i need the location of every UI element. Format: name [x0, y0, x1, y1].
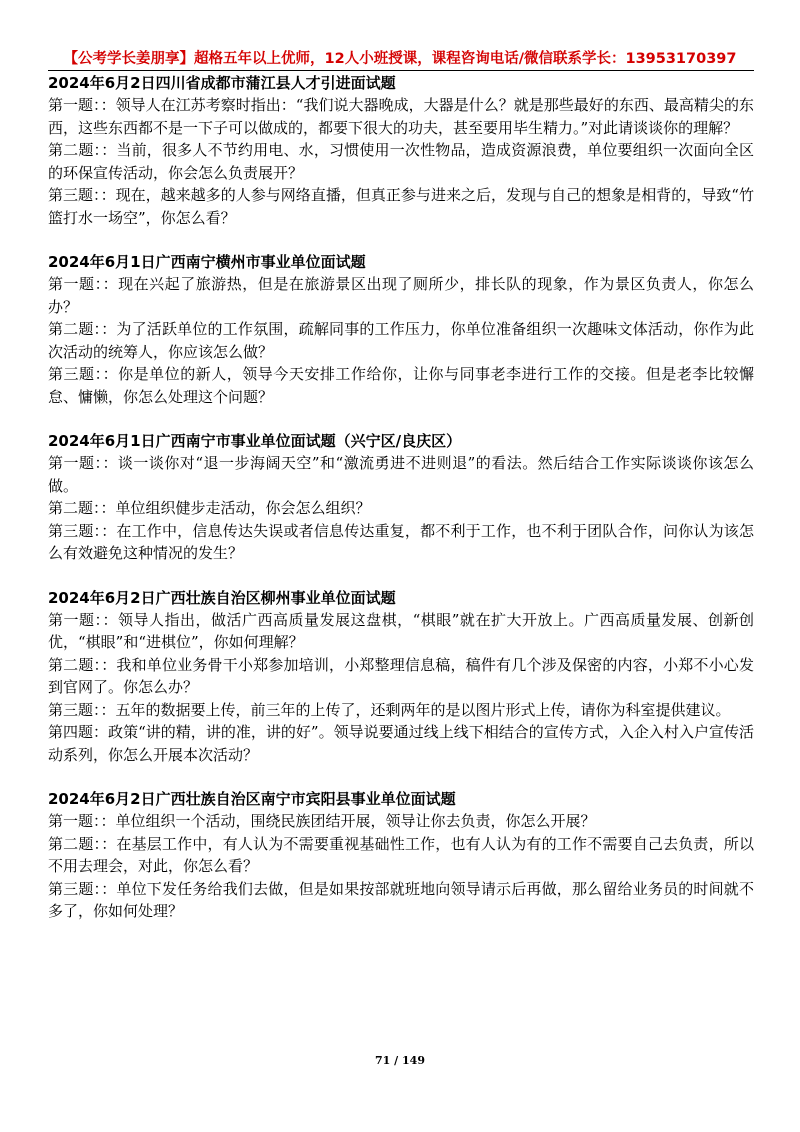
page-separator: / — [394, 1054, 399, 1067]
exam-section — [48, 587, 754, 767]
exam-section — [48, 430, 754, 565]
section-title: 2024年6月1日广西南宁市事业单位面试题（兴宁区/良庆区） — [48, 432, 462, 450]
question-item: 第二题：：单位组织健步走活动，你会怎么组织？ — [48, 499, 371, 517]
question-item: 第四题：政策“讲的精，讲的准，讲的好”。领导说要通过线上线下相结合的宣传方式，入企入村入户宣传活动系列，你怎么开展本次活动？ — [48, 723, 754, 764]
question-item: 第三题：：单位下发任务给我们去做，但是如果按部就班地向领导请示后再做，那么留给业务员的时间就不多了，你如何处理？ — [48, 879, 754, 920]
page-footer — [0, 1054, 800, 1067]
exam-section — [48, 251, 754, 408]
exam-section — [48, 72, 754, 229]
exam-section — [48, 788, 754, 923]
question-item: 第二题：：当前，很多人不节约用电、水，习惯使用一次性物品，造成资源浪费，单位要组织一次面向全区的环保宣传活动，你会怎么负责展开？ — [48, 141, 754, 182]
question-item: 第一题：：谈一谈你对“退一步海阔天空”和“激流勇进不进则退”的看法。然后结合工作实际谈谈你该怎么做。 — [48, 454, 754, 495]
header-divider — [48, 70, 754, 71]
section-title: 2024年6月1日广西南宁横州市事业单位面试题 — [48, 253, 366, 271]
section-title: 2024年6月2日四川省成都市蒲江县人才引进面试题 — [48, 74, 396, 92]
promo-banner: 【公考学长姜朋享】超格五年以上优师，12人小班授课，课程咨询电话/微信联系学长：13953170397 — [63, 51, 737, 67]
question-item: 第三题：：在工作中，信息传达失误或者信息传达重复，都不利于工作，也不利于团队合作，问你认为该怎么有效避免这种情况的发生？ — [48, 521, 754, 562]
question-item: 第二题：：为了活跃单位的工作氛围，疏解同事的工作压力，你单位准备组织一次趣味文体活动，你作为此次活动的统筹人，你应该怎么做？ — [48, 320, 754, 361]
question-item: 第二题：：我和单位业务骨干小郑参加培训，小郑整理信息稿，稿件有几个涉及保密的内容，小郑不小心发到官网了。你怎么办？ — [48, 655, 754, 696]
question-item: 第一题：：领导人在江苏考察时指出：“我们说大器晚成，大器是什么？就是那些最好的东西、最高精尖的东西，这些东西都不是一下子可以做成的，都要下很大的功夫，甚至要用毕生精力。”对此请谈谈你的理解？ — [48, 96, 754, 137]
question-item: 第三题：：五年的数据要上传，前三年的上传了，还剩两年的是以图片形式上传，请你为科室提供建议。 — [48, 700, 731, 719]
question-item: 第一题：：现在兴起了旅游热，但是在旅游景区出现了厕所少，排长队的现象，作为景区负责人，你怎么办？ — [48, 275, 754, 316]
page-number: 71 — [375, 1054, 391, 1067]
question-item: 第二题：：在基层工作中，有人认为不需要重视基础性工作，也有人认为有的工作不需要自己去负责，所以不用去理会，对此，你怎么看？ — [48, 834, 754, 875]
question-item: 第三题：：现在，越来越多的人参与网络直播，但真正参与进来之后，发现与自己的想象是相背的，导致“竹篮打水一场空”，你怎么看？ — [48, 186, 754, 227]
document-body — [48, 72, 754, 945]
question-item: 第三题：：你是单位的新人，领导今天安排工作给你，让你与同事老李进行工作的交接。但是老李比较懈怠、慵懒，你怎么处理这个问题？ — [48, 365, 754, 406]
section-title: 2024年6月2日广西壮族自治区南宁市宾阳县事业单位面试题 — [48, 790, 456, 808]
section-title: 2024年6月2日广西壮族自治区柳州事业单位面试题 — [48, 588, 396, 607]
question-item: 第一题：：单位组织一个活动，围绕民族团结开展，领导让你去负责，你怎么开展？ — [48, 812, 596, 830]
question-item: 第一题：：领导人指出，做活广西高质量发展这盘棋，“棋眼”就在扩大开放上。广西高质量发展、创新创优，“棋眼”和“进棋位”，你如何理解？ — [48, 610, 754, 651]
total-pages: 149 — [402, 1054, 425, 1067]
